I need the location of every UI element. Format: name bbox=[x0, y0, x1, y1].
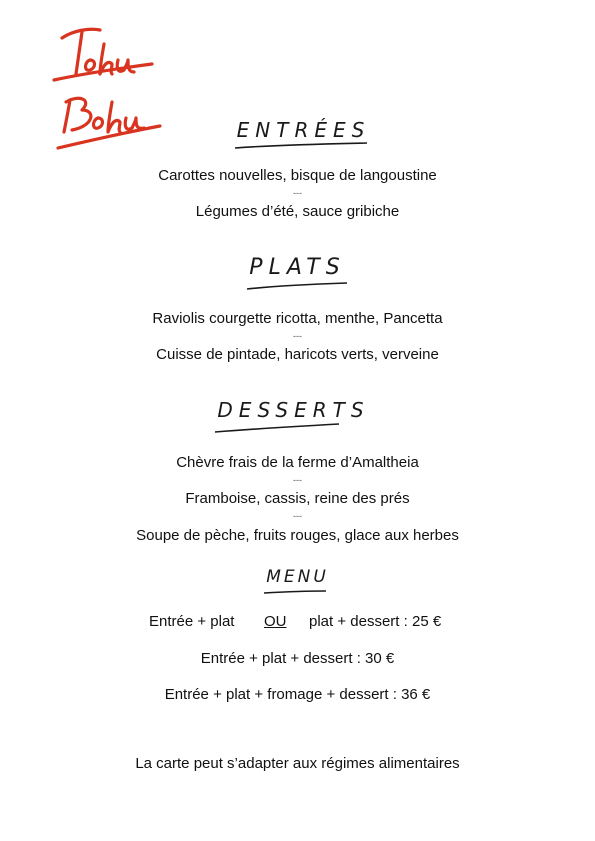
section-title-menu-text: MENU bbox=[266, 567, 329, 587]
dessert-item-1: Chèvre frais de la ferme d’Amaltheia bbox=[176, 454, 419, 471]
dessert-separator-2: --- bbox=[293, 511, 302, 521]
section-title-desserts-text: DESSERTS bbox=[217, 398, 370, 422]
entree-separator: --- bbox=[293, 188, 302, 198]
section-title-entrees bbox=[6, 118, 595, 142]
menu-underline bbox=[262, 589, 328, 595]
dietary-note: La carte peut s’adapter aux régimes alimentaires bbox=[135, 755, 460, 772]
entree-item-2: Légumes d’été, sauce gribiche bbox=[195, 203, 400, 220]
section-title-plats-text: PLATS bbox=[249, 255, 346, 280]
entrees-underline bbox=[233, 142, 369, 150]
section-title-menu bbox=[0, 567, 595, 587]
plat-separator: --- bbox=[293, 331, 302, 341]
desserts-underline bbox=[213, 422, 341, 434]
section-title-desserts bbox=[0, 398, 591, 422]
dessert-separator-1: --- bbox=[293, 475, 302, 485]
formula-3: Entrée + plat + fromage + dessert : 36 € bbox=[164, 686, 431, 703]
formula-2: Entrée + plat + dessert : 30 € bbox=[200, 650, 395, 667]
formula-1-or: OU bbox=[264, 613, 287, 630]
plat-item-1: Raviolis courgette ricotta, menthe, Pancetta bbox=[152, 310, 443, 327]
entree-item-1: Carottes nouvelles, bisque de langoustine bbox=[158, 167, 437, 184]
section-title-entrees-text: ENTRÉES bbox=[236, 118, 371, 142]
plats-underline bbox=[245, 281, 349, 291]
section-title-plats bbox=[0, 255, 595, 280]
dessert-item-2: Framboise, cassis, reine des prés bbox=[185, 490, 410, 507]
formula-1-left: Entrée + plat bbox=[149, 613, 235, 630]
dessert-item-3: Soupe de pèche, fruits rouges, glace aux herbes bbox=[136, 527, 459, 544]
formula-1-right: plat + dessert : 25 € bbox=[309, 613, 442, 630]
plat-item-2: Cuisse de pintade, haricots verts, verveine bbox=[156, 346, 439, 363]
formula-1 bbox=[0, 613, 595, 631]
